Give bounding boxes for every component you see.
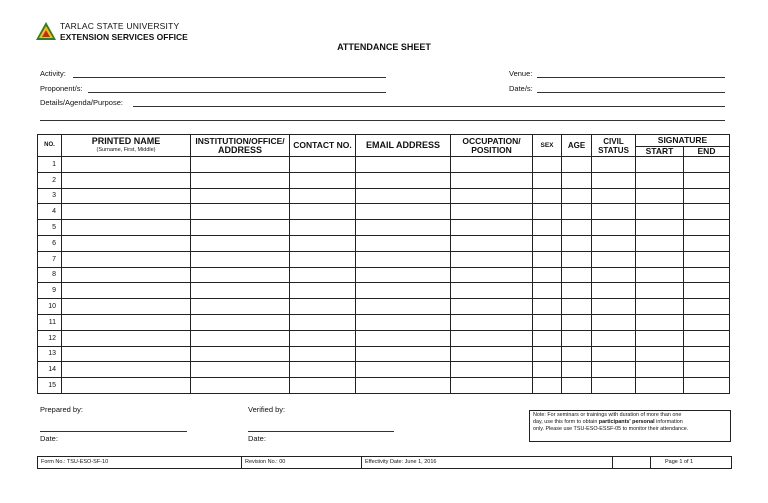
table-row bbox=[38, 220, 730, 236]
table-cell[interactable] bbox=[356, 220, 451, 236]
table-cell[interactable] bbox=[290, 204, 356, 220]
table-cell[interactable] bbox=[684, 362, 730, 378]
table-cell[interactable] bbox=[562, 204, 592, 220]
table-cell[interactable] bbox=[290, 283, 356, 299]
table-cell[interactable] bbox=[533, 235, 562, 251]
details-line-2[interactable] bbox=[40, 120, 725, 121]
table-cell[interactable] bbox=[592, 220, 636, 236]
table-cell[interactable] bbox=[356, 314, 451, 330]
table-cell[interactable] bbox=[62, 346, 191, 362]
table-cell[interactable] bbox=[533, 172, 562, 188]
table-row bbox=[38, 267, 730, 283]
table-cell[interactable] bbox=[684, 220, 730, 236]
prepared-by-line[interactable] bbox=[40, 431, 187, 432]
row-number: 7 bbox=[38, 251, 62, 267]
table-cell[interactable] bbox=[592, 267, 636, 283]
table-cell[interactable] bbox=[290, 235, 356, 251]
table-cell[interactable] bbox=[562, 251, 592, 267]
table-cell[interactable] bbox=[451, 220, 533, 236]
table-cell[interactable] bbox=[592, 362, 636, 378]
venue-label: Venue: bbox=[509, 69, 533, 78]
table-cell[interactable] bbox=[356, 362, 451, 378]
table-cell[interactable] bbox=[290, 172, 356, 188]
table-cell[interactable] bbox=[562, 362, 592, 378]
page-title: ATTENDANCE SHEET bbox=[337, 42, 431, 52]
note-line-3: only. Please use TSU-ESO-ESSF-05 to monitor their attendance. bbox=[533, 426, 689, 432]
table-cell[interactable] bbox=[533, 346, 562, 362]
table-cell[interactable] bbox=[451, 299, 533, 315]
table-cell[interactable] bbox=[592, 251, 636, 267]
table-cell[interactable] bbox=[684, 251, 730, 267]
table-cell[interactable] bbox=[636, 314, 684, 330]
verified-by-line[interactable] bbox=[248, 431, 394, 432]
header-age: AGE bbox=[562, 135, 592, 157]
table-cell[interactable] bbox=[191, 220, 290, 236]
table-row bbox=[38, 346, 730, 362]
header-occupation: OCCUPATION/ POSITION bbox=[451, 135, 533, 157]
table-cell[interactable] bbox=[62, 267, 191, 283]
table-cell[interactable] bbox=[356, 346, 451, 362]
details-label: Details/Agenda/Purpose: bbox=[40, 98, 123, 107]
table-cell[interactable] bbox=[356, 330, 451, 346]
table-cell[interactable] bbox=[62, 314, 191, 330]
header-email: EMAIL ADDRESS bbox=[356, 135, 451, 157]
table-cell[interactable] bbox=[62, 235, 191, 251]
table-cell[interactable] bbox=[451, 314, 533, 330]
table-cell[interactable] bbox=[290, 188, 356, 204]
table-row bbox=[38, 362, 730, 378]
table-cell[interactable] bbox=[592, 283, 636, 299]
table-cell[interactable] bbox=[562, 188, 592, 204]
table-cell[interactable] bbox=[191, 251, 290, 267]
table-cell[interactable] bbox=[290, 157, 356, 173]
table-cell[interactable] bbox=[290, 299, 356, 315]
table-cell[interactable] bbox=[636, 299, 684, 315]
venue-line[interactable] bbox=[537, 77, 725, 78]
table-cell[interactable] bbox=[62, 251, 191, 267]
table-cell[interactable] bbox=[684, 235, 730, 251]
table-cell[interactable] bbox=[356, 267, 451, 283]
table-cell[interactable] bbox=[62, 283, 191, 299]
table-row bbox=[38, 188, 730, 204]
table-cell[interactable] bbox=[636, 330, 684, 346]
table-cell[interactable] bbox=[191, 314, 290, 330]
table-row bbox=[38, 172, 730, 188]
table-row bbox=[38, 283, 730, 299]
table-cell[interactable] bbox=[533, 299, 562, 315]
table-cell[interactable] bbox=[562, 235, 592, 251]
table-cell[interactable] bbox=[290, 362, 356, 378]
table-cell[interactable] bbox=[451, 283, 533, 299]
header-no: NO. bbox=[38, 135, 62, 157]
table-cell[interactable] bbox=[562, 220, 592, 236]
table-cell[interactable] bbox=[533, 378, 562, 394]
table-cell[interactable] bbox=[62, 204, 191, 220]
table-cell[interactable] bbox=[592, 188, 636, 204]
table-cell[interactable] bbox=[62, 330, 191, 346]
details-line[interactable] bbox=[133, 106, 725, 107]
table-cell[interactable] bbox=[451, 251, 533, 267]
table-cell[interactable] bbox=[684, 378, 730, 394]
table-cell[interactable] bbox=[451, 235, 533, 251]
table-cell[interactable] bbox=[592, 235, 636, 251]
table-row bbox=[38, 314, 730, 330]
table-row bbox=[38, 299, 730, 315]
table-cell[interactable] bbox=[684, 299, 730, 315]
verified-by-label: Verified by: bbox=[248, 405, 286, 414]
table-row bbox=[38, 378, 730, 394]
activity-label: Activity: bbox=[40, 69, 66, 78]
table-cell[interactable] bbox=[684, 283, 730, 299]
table-row bbox=[38, 157, 730, 173]
table-cell[interactable] bbox=[636, 362, 684, 378]
table-cell[interactable] bbox=[290, 267, 356, 283]
table-cell[interactable] bbox=[592, 378, 636, 394]
table-cell[interactable] bbox=[191, 172, 290, 188]
table-cell[interactable] bbox=[592, 157, 636, 173]
table-cell[interactable] bbox=[451, 346, 533, 362]
table-cell[interactable] bbox=[533, 204, 562, 220]
table-cell[interactable] bbox=[356, 204, 451, 220]
revision-number: Revision No.: 00 bbox=[242, 457, 362, 468]
table-cell[interactable] bbox=[356, 378, 451, 394]
table-cell[interactable] bbox=[636, 251, 684, 267]
table-cell[interactable] bbox=[562, 314, 592, 330]
table-cell[interactable] bbox=[636, 204, 684, 220]
row-number: 1 bbox=[38, 157, 62, 173]
table-cell[interactable] bbox=[562, 283, 592, 299]
table-cell[interactable] bbox=[684, 346, 730, 362]
table-cell[interactable] bbox=[191, 299, 290, 315]
table-row bbox=[38, 235, 730, 251]
table-cell[interactable] bbox=[356, 251, 451, 267]
note-box bbox=[529, 410, 731, 442]
prepared-date-label: Date: bbox=[40, 434, 58, 443]
table-cell[interactable] bbox=[533, 188, 562, 204]
table-cell[interactable] bbox=[356, 172, 451, 188]
row-number: 5 bbox=[38, 220, 62, 236]
table-cell[interactable] bbox=[62, 362, 191, 378]
table-cell[interactable] bbox=[684, 188, 730, 204]
row-number: 2 bbox=[38, 172, 62, 188]
row-number: 11 bbox=[38, 314, 62, 330]
table-cell[interactable] bbox=[636, 172, 684, 188]
header-printed-name: PRINTED NAME (Surname, First, Middle) bbox=[62, 135, 191, 157]
table-cell[interactable] bbox=[684, 157, 730, 173]
table-cell[interactable] bbox=[62, 378, 191, 394]
table-cell[interactable] bbox=[62, 172, 191, 188]
table-cell[interactable] bbox=[562, 378, 592, 394]
table-cell[interactable] bbox=[290, 251, 356, 267]
table-cell[interactable] bbox=[533, 283, 562, 299]
table-cell[interactable] bbox=[636, 267, 684, 283]
table-cell[interactable] bbox=[592, 330, 636, 346]
verified-date-label: Date: bbox=[248, 434, 266, 443]
table-cell[interactable] bbox=[62, 299, 191, 315]
table-cell[interactable] bbox=[451, 188, 533, 204]
university-name: TARLAC STATE UNIVERSITY bbox=[60, 21, 180, 31]
table-cell[interactable] bbox=[62, 188, 191, 204]
dates-line[interactable] bbox=[537, 92, 725, 93]
table-cell[interactable] bbox=[562, 346, 592, 362]
table-cell[interactable] bbox=[290, 330, 356, 346]
table-cell[interactable] bbox=[592, 172, 636, 188]
table-cell[interactable] bbox=[62, 157, 191, 173]
row-number: 14 bbox=[38, 362, 62, 378]
header-signature-start: START bbox=[636, 147, 684, 157]
table-row bbox=[38, 204, 730, 220]
table-cell[interactable] bbox=[356, 157, 451, 173]
table-cell[interactable] bbox=[451, 172, 533, 188]
row-number: 6 bbox=[38, 235, 62, 251]
table-row bbox=[38, 330, 730, 346]
table-cell[interactable] bbox=[451, 378, 533, 394]
form-number: Form No.: TSU-ESO-SF-10 bbox=[38, 457, 242, 468]
table-cell[interactable] bbox=[191, 362, 290, 378]
table-cell[interactable] bbox=[191, 283, 290, 299]
effectivity-date: Effectivity Date: June 1, 2016 bbox=[362, 457, 613, 468]
row-number: 8 bbox=[38, 267, 62, 283]
attendance-table bbox=[37, 134, 730, 394]
note-line-1: Note: For seminars or trainings with duration of more than one bbox=[533, 412, 682, 418]
table-row bbox=[38, 251, 730, 267]
table-cell[interactable] bbox=[592, 346, 636, 362]
header-institution: INSTITUTION/OFFICE/ ADDRESS bbox=[191, 135, 290, 157]
form-footer bbox=[37, 456, 732, 469]
table-cell[interactable] bbox=[562, 299, 592, 315]
table-cell[interactable] bbox=[562, 267, 592, 283]
row-number: 12 bbox=[38, 330, 62, 346]
row-number: 9 bbox=[38, 283, 62, 299]
table-cell[interactable] bbox=[592, 299, 636, 315]
table-cell[interactable] bbox=[191, 204, 290, 220]
table-cell[interactable] bbox=[451, 267, 533, 283]
table-cell[interactable] bbox=[592, 204, 636, 220]
table-cell[interactable] bbox=[356, 299, 451, 315]
table-cell[interactable] bbox=[191, 188, 290, 204]
table-cell[interactable] bbox=[684, 204, 730, 220]
table-cell[interactable] bbox=[533, 251, 562, 267]
table-cell[interactable] bbox=[684, 314, 730, 330]
activity-line[interactable] bbox=[73, 77, 386, 78]
header-contact: CONTACT NO. bbox=[290, 135, 356, 157]
table-cell[interactable] bbox=[356, 235, 451, 251]
table-cell[interactable] bbox=[533, 267, 562, 283]
table-cell[interactable] bbox=[290, 378, 356, 394]
row-number: 3 bbox=[38, 188, 62, 204]
note-line-2: day, use this form to obtain participants' personal information bbox=[533, 419, 683, 425]
header-signature-end: END bbox=[684, 147, 730, 157]
table-cell[interactable] bbox=[191, 267, 290, 283]
table-cell[interactable] bbox=[533, 330, 562, 346]
proponents-line[interactable] bbox=[88, 92, 386, 93]
table-cell[interactable] bbox=[191, 378, 290, 394]
dates-label: Date/s: bbox=[509, 84, 533, 93]
row-number: 10 bbox=[38, 299, 62, 315]
table-cell[interactable] bbox=[533, 157, 562, 173]
table-cell[interactable] bbox=[62, 220, 191, 236]
header-civil-status: CIVIL STATUS bbox=[592, 135, 636, 157]
proponents-label: Proponent/s: bbox=[40, 84, 83, 93]
row-number: 13 bbox=[38, 346, 62, 362]
table-cell[interactable] bbox=[562, 330, 592, 346]
university-logo-icon bbox=[36, 22, 56, 40]
row-number: 4 bbox=[38, 204, 62, 220]
table-cell[interactable] bbox=[684, 267, 730, 283]
table-cell[interactable] bbox=[533, 314, 562, 330]
table-cell[interactable] bbox=[636, 235, 684, 251]
table-cell[interactable] bbox=[562, 172, 592, 188]
header-signature: SIGNATURE bbox=[636, 135, 730, 147]
table-cell[interactable] bbox=[451, 157, 533, 173]
table-cell[interactable] bbox=[562, 157, 592, 173]
table-cell[interactable] bbox=[592, 314, 636, 330]
table-cell[interactable] bbox=[684, 172, 730, 188]
table-cell[interactable] bbox=[191, 346, 290, 362]
table-cell[interactable] bbox=[533, 362, 562, 378]
table-cell[interactable] bbox=[356, 188, 451, 204]
prepared-by-label: Prepared by: bbox=[40, 405, 83, 414]
table-cell[interactable] bbox=[636, 283, 684, 299]
header-sex: SEX bbox=[533, 135, 562, 157]
table-cell[interactable] bbox=[290, 314, 356, 330]
table-cell[interactable] bbox=[451, 362, 533, 378]
table-cell[interactable] bbox=[636, 346, 684, 362]
table-cell[interactable] bbox=[451, 204, 533, 220]
table-cell[interactable] bbox=[636, 220, 684, 236]
table-cell[interactable] bbox=[191, 157, 290, 173]
table-cell[interactable] bbox=[684, 330, 730, 346]
table-cell[interactable] bbox=[191, 235, 290, 251]
table-cell[interactable] bbox=[356, 283, 451, 299]
table-cell[interactable] bbox=[636, 378, 684, 394]
office-name: EXTENSION SERVICES OFFICE bbox=[60, 32, 188, 42]
table-cell[interactable] bbox=[191, 330, 290, 346]
table-cell[interactable] bbox=[290, 220, 356, 236]
table-cell[interactable] bbox=[636, 157, 684, 173]
row-number: 15 bbox=[38, 378, 62, 394]
page-number: Page 1 of 1 bbox=[650, 457, 737, 468]
table-cell[interactable] bbox=[636, 188, 684, 204]
table-cell[interactable] bbox=[451, 330, 533, 346]
table-cell[interactable] bbox=[290, 346, 356, 362]
table-cell[interactable] bbox=[533, 220, 562, 236]
